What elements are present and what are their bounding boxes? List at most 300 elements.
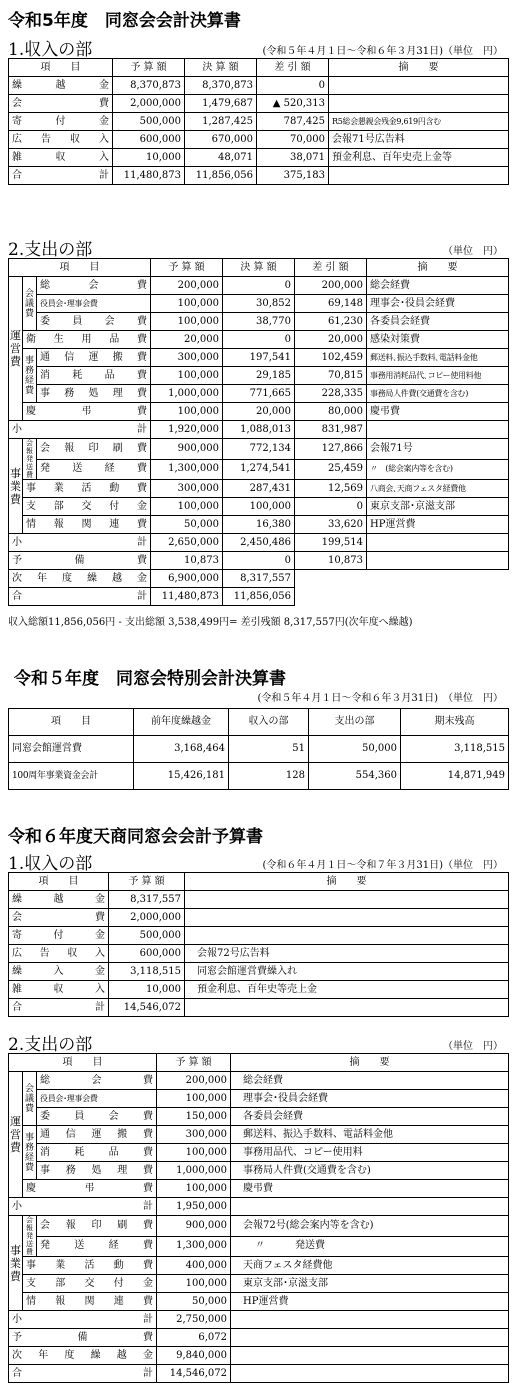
item-name: 総会費 [37,1072,157,1090]
item-name: 事務処理費 [37,385,151,403]
remark-cell: 事務局人件費(交通費を含む) [367,385,509,403]
group-label-unei: 運営費 [9,1072,23,1198]
expense-heading: 2.支出の部 [8,240,93,260]
remark-cell [329,167,509,185]
budget-cell: 11,480,873 [113,167,185,185]
remark-cell: 慶弔費 [367,403,509,421]
remark-cell [185,927,509,945]
table-row [9,149,509,167]
actual-cell: 20,000 [223,403,295,421]
diff-cell: 33,620 [295,516,367,534]
item-name: 会費 [9,909,109,927]
remark-cell: 各委員会経費 [367,313,509,331]
actual-cell: 48,071 [185,149,257,167]
item-name: 広告収入 [9,945,109,963]
expense-cell: 554,360 [309,763,401,790]
group-label-jimu: 事務経費 [23,1126,37,1180]
remark-cell: 事務用消耗品代､コピー使用料他 [367,367,509,385]
actual-cell: 771,665 [223,385,295,403]
table-row [9,945,509,963]
remark-cell: 会報71号 [367,439,509,460]
item-name: 繰越金 [9,77,113,95]
table-row [9,516,509,534]
budget-cell: 100,000 [151,367,223,385]
income-period: (令和５年４月１日～令和６年３月31日)（単位 円） [262,46,503,57]
table-row [9,1293,509,1311]
blank-cell [295,588,509,606]
actual-cell: 287,431 [223,480,295,498]
col-header: 予 算 額 [113,59,185,77]
col-header: 項 目 [9,59,113,77]
remark-cell: 預金利息、百年史等売上金 [185,981,509,999]
item-name: 会費 [9,95,113,113]
col-header: 期末残高 [401,709,509,736]
item-name: 事業活動費 [23,480,151,498]
diff-cell: 787,425 [257,113,329,131]
budget-cell: 300,000 [151,480,223,498]
item-name: 慶弔費 [23,403,151,421]
special-account-table [8,708,509,790]
item-name: 合計 [9,1365,157,1383]
actual-cell: 1,479,687 [185,95,257,113]
item-name: 広告収入 [9,131,113,149]
table-row [9,113,509,131]
remark-cell: 会報71号広告料 [329,131,509,149]
budget-expense-unit: （単位 円） [443,1041,503,1052]
actual-cell: 670,000 [185,131,257,149]
item-name: 役員会･理事会費 [37,295,151,313]
table-row [9,349,509,367]
budget-cell: 2,650,000 [151,534,223,552]
table-row [9,367,509,385]
budget-cell: 400,000 [157,1257,231,1275]
col-header: 前年度繰越金 [134,709,229,736]
remark-cell: 郵送料、振込手数料、電話料金他 [231,1126,509,1144]
budget-cell: 6,900,000 [151,570,223,588]
actual-cell: 8,317,557 [223,570,295,588]
col-header: 差 引 額 [257,59,329,77]
table-row [9,295,509,313]
table-row [9,927,509,945]
diff-cell: 61,230 [295,313,367,331]
table-row [9,552,509,570]
table-row [9,1329,509,1347]
remark-cell: 総会経費 [367,277,509,295]
col-header: 予 算 額 [109,873,185,891]
remark-cell: 〃 (総会案内等を含む) [367,459,509,480]
budget-cell: 600,000 [113,131,185,149]
table-row [9,77,509,95]
diff-cell: 0 [295,498,367,516]
col-header: 摘 要 [367,259,509,277]
table-row [9,736,509,763]
table-row [9,963,509,981]
actual-cell: 0 [223,552,295,570]
budget-cell: 100,000 [157,1090,231,1108]
group-label-unei: 運営費 [9,277,23,421]
actual-cell: 772,134 [223,439,295,460]
budget-cell: 300,000 [157,1126,231,1144]
table-header-row [9,709,509,736]
item-name: 情報関連費 [23,1293,157,1311]
actual-cell: 29,185 [223,367,295,385]
table-row [9,570,509,588]
item-name: 繰越金 [9,891,109,909]
table-row [9,385,509,403]
budget-cell: 100,000 [157,1144,231,1162]
table-row [9,403,509,421]
item-name: 通信運搬費 [37,1126,157,1144]
col-header: 項 目 [9,873,109,891]
table-row [9,1180,509,1198]
item-name: 小計 [9,1311,157,1329]
table-row [9,1257,509,1275]
subtotal-row [9,1198,509,1216]
remark-cell: 預金利息、百年史売上金等 [329,149,509,167]
table-header-row [9,873,509,891]
remark-cell: 八商会､天商フェスタ経費他 [367,480,509,498]
group-label-jigyo: 事業費 [9,439,23,534]
remark-cell: 感染対策費 [367,331,509,349]
budget-cell: 100,000 [151,313,223,331]
table-row [9,95,509,113]
group-label-kaigi: 会議費 [23,277,37,331]
expense-settlement-table [8,258,509,606]
budget-cell: 500,000 [109,927,185,945]
actual-cell: 1,287,425 [185,113,257,131]
col-header: 予 算 額 [157,1054,231,1072]
diff-cell: 200,000 [295,277,367,295]
item-name: 合計 [9,999,109,1017]
table-row [9,1072,509,1090]
item-name: 支部交付金 [23,1275,157,1293]
actual-cell: 0 [223,331,295,349]
table-row [9,331,509,349]
special-account-title: 令和５年度 同窓会特別会計決算書 [14,669,286,689]
budget-cell: 3,118,515 [109,963,185,981]
budget-cell: 1,920,000 [151,421,223,439]
diff-cell: 199,514 [295,534,367,552]
table-row [9,1216,509,1237]
group-label-kaigi: 会議費 [23,1072,37,1126]
settlement-title: 令和5年度 同窓会会計決算書 [8,11,241,31]
item-name: 通信運搬費 [37,349,151,367]
item-name: 寄付金 [9,927,109,945]
budget-cell: 8,317,557 [109,891,185,909]
budget-cell: 200,000 [157,1072,231,1090]
budget-cell: 2,000,000 [113,95,185,113]
table-row [9,277,509,295]
remark-cell [231,1329,509,1347]
diff-cell: 0 [257,77,329,95]
item-name: 総会費 [37,277,151,295]
actual-cell: 197,541 [223,349,295,367]
budget-expense-table [8,1053,509,1383]
remark-cell: 東京支部･京滋支部 [231,1275,509,1293]
actual-cell: 1,274,541 [223,459,295,480]
diff-cell: 12,569 [295,480,367,498]
budget-cell: 2,000,000 [109,909,185,927]
table-row [9,459,509,480]
budget-cell: 50,000 [157,1293,231,1311]
remark-cell [185,999,509,1017]
col-header: 決 算 額 [223,259,295,277]
balance-cell: 14,871,949 [401,763,509,790]
remark-cell [185,891,509,909]
group-label-jimu: 事務経費 [23,349,37,403]
actual-cell: 0 [223,277,295,295]
budget-cell: 1,000,000 [157,1162,231,1180]
item-name: 次年度繰越金 [9,1347,157,1365]
table-header-row [9,259,509,277]
budget-cell: 500,000 [113,113,185,131]
group-label-jigyo: 事業費 [9,1216,23,1311]
actual-cell: 30,852 [223,295,295,313]
remark-cell: 会報72号広告料 [185,945,509,963]
remark-cell: R5総会懇親会残金9,619円含む [329,113,509,131]
diff-cell: 70,000 [257,131,329,149]
budget-cell: 1,950,000 [157,1198,231,1216]
budget-cell: 1,000,000 [151,385,223,403]
subtotal-row [9,534,509,552]
total-row [9,167,509,185]
actual-cell: 11,856,056 [185,167,257,185]
budget-cell: 100,000 [151,403,223,421]
budget-cell: 100,000 [151,295,223,313]
col-header: 差 引 額 [295,259,367,277]
item-name: 100周年事業資金会計 [9,763,134,790]
budget-cell: 10,000 [113,149,185,167]
remark-cell: 天商フェスタ経費他 [231,1257,509,1275]
budget-title: 令和６年度天商同窓会会計予算書 [8,827,263,847]
table-row [9,1275,509,1293]
budget-cell: 11,480,873 [151,588,223,606]
remark-cell [329,77,509,95]
carryover-cell: 15,426,181 [134,763,229,790]
group-label-kaiho: 会報発送費 [23,1216,37,1257]
table-row [9,981,509,999]
budget-cell: 14,546,072 [157,1365,231,1383]
table-row [9,763,509,790]
remark-cell: HP運営費 [367,516,509,534]
diff-cell: 102,459 [295,349,367,367]
item-name: 会報印刷費 [37,1216,157,1237]
item-name: 寄付金 [9,113,113,131]
budget-income-heading: 1.収入の部 [8,854,93,874]
income-settlement-table [8,58,509,185]
item-name: 小計 [9,1198,157,1216]
income-heading: 1.収入の部 [8,40,93,60]
expense-cell: 50,000 [309,736,401,763]
remark-cell: 理事会･役員会経費 [231,1090,509,1108]
remark-cell [185,909,509,927]
budget-cell: 10,873 [151,552,223,570]
budget-cell: 9,840,000 [157,1347,231,1365]
remark-cell: 同窓会館運営費繰入れ [185,963,509,981]
table-header-row [9,1054,509,1072]
actual-cell: 1,088,013 [223,421,295,439]
col-header: 項 目 [9,709,134,736]
remark-cell: 〃 発送費 [231,1236,509,1257]
budget-cell: 100,000 [157,1180,231,1198]
table-row [9,1108,509,1126]
budget-cell: 100,000 [157,1275,231,1293]
budget-cell: 20,000 [151,331,223,349]
item-name: 支部交付金 [23,498,151,516]
item-name: 合計 [9,588,151,606]
col-header: 摘 要 [185,873,509,891]
diff-cell: 375,183 [257,167,329,185]
item-name: 予備費 [9,1329,157,1347]
diff-cell: 831,987 [295,421,367,439]
table-header-row [9,59,509,77]
item-name: 情報関連費 [23,516,151,534]
budget-cell: 200,000 [151,277,223,295]
item-name: 委員会費 [37,1108,157,1126]
table-row [9,131,509,149]
item-name: 消耗品費 [37,1144,157,1162]
subtotal-row [9,421,509,439]
item-name: 予備費 [9,552,151,570]
budget-cell: 1,300,000 [151,459,223,480]
diff-cell: 69,148 [295,295,367,313]
item-name: 小計 [9,421,151,439]
diff-cell: 228,335 [295,385,367,403]
budget-cell: 10,000 [109,981,185,999]
item-name: 合計 [9,167,113,185]
remark-cell [367,552,509,570]
col-header: 支出の部 [309,709,401,736]
income-cell: 51 [229,736,309,763]
item-name: 雑収入 [9,981,109,999]
budget-cell: 300,000 [151,349,223,367]
diff-cell: 80,000 [295,403,367,421]
actual-cell: 2,450,486 [223,534,295,552]
group-label-kaiho: 会報発送費 [23,439,37,480]
actual-cell: 16,380 [223,516,295,534]
budget-expense-heading: 2.支出の部 [8,1035,93,1055]
budget-cell: 100,000 [151,498,223,516]
remark-cell [231,1347,509,1365]
col-header: 項 目 [9,259,151,277]
item-name: 繰入金 [9,963,109,981]
diff-cell: 127,866 [295,439,367,460]
total-row [9,999,509,1017]
table-row [9,909,509,927]
income-cell: 128 [229,763,309,790]
budget-cell: 8,370,873 [113,77,185,95]
remark-cell [329,95,509,113]
table-row [9,1236,509,1257]
table-row [9,480,509,498]
remark-cell: 事務局人件費(交通費を含む) [231,1162,509,1180]
actual-cell: 38,770 [223,313,295,331]
col-header: 摘 要 [329,59,509,77]
remark-cell [367,534,509,552]
item-name: 衛生用品費 [23,331,151,349]
diff-cell: 70,815 [295,367,367,385]
item-name: 会報印刷費 [37,439,151,460]
budget-cell: 2,750,000 [157,1311,231,1329]
diff-cell: 20,000 [295,331,367,349]
table-row [9,313,509,331]
remark-cell [231,1198,509,1216]
actual-cell: 8,370,873 [185,77,257,95]
budget-cell: 150,000 [157,1108,231,1126]
remark-cell: 各委員会経費 [231,1108,509,1126]
budget-cell: 6,072 [157,1329,231,1347]
balance-cell: 3,118,515 [401,736,509,763]
special-account-period: (令和５年４月１日～令和６年３月31日) （単位 円） [257,693,503,704]
diff-cell: 38,071 [257,149,329,167]
subtotal-row [9,1311,509,1329]
actual-cell: 11,856,056 [223,588,295,606]
carryover-cell: 3,168,464 [134,736,229,763]
item-name: 発送経費 [37,1236,157,1257]
diff-cell: 10,873 [295,552,367,570]
remark-cell: 事務用品代、コピー使用料 [231,1144,509,1162]
remark-cell [367,421,509,439]
diff-cell: ▲ 520,313 [257,95,329,113]
col-header: 摘 要 [231,1054,509,1072]
remark-cell: 理事会･役員会経費 [367,295,509,313]
table-row [9,1090,509,1108]
item-name: 発送経費 [37,459,151,480]
remark-cell: 郵送料､振込手数料､電話料金他 [367,349,509,367]
item-name: 小計 [9,534,151,552]
budget-cell: 14,546,072 [109,999,185,1017]
remark-cell: 会報72号(総会案内等を含む) [231,1216,509,1237]
item-name: 事業活動費 [23,1257,157,1275]
item-name: 消耗品費 [37,367,151,385]
budget-income-period: (令和６年４月１日～令和７年３月31日)（単位 円） [262,860,503,871]
table-row [9,1347,509,1365]
table-row [9,1162,509,1180]
budget-income-table [8,872,509,1017]
remark-cell: 東京支部･京滋支部 [367,498,509,516]
total-row [9,588,509,606]
settlement-summary: 収入総額11,856,056円 - 支出総額 3,538,499円= 差引残額 8,317,557円(次年度へ繰越) [8,617,413,628]
item-name: 事務処理費 [37,1162,157,1180]
item-name: 雑収入 [9,149,113,167]
col-header: 決 算 額 [185,59,257,77]
table-row [9,1144,509,1162]
table-row [9,891,509,909]
expense-unit: （単位 円） [443,246,503,257]
budget-cell: 50,000 [151,516,223,534]
budget-cell: 900,000 [157,1216,231,1237]
budget-cell: 900,000 [151,439,223,460]
remark-cell [231,1365,509,1383]
table-row [9,498,509,516]
actual-cell: 100,000 [223,498,295,516]
col-header: 収入の部 [229,709,309,736]
item-name: 同窓会館運営費 [9,736,134,763]
remark-cell: 総会経費 [231,1072,509,1090]
table-row [9,439,509,460]
remark-cell [231,1311,509,1329]
item-name: 役員会･理事会費 [37,1090,157,1108]
item-name: 慶弔費 [23,1180,157,1198]
col-header: 予 算 額 [151,259,223,277]
total-row [9,1365,509,1383]
budget-cell: 600,000 [109,945,185,963]
blank-cell [295,570,509,588]
table-row [9,1126,509,1144]
col-header: 項 目 [9,1054,157,1072]
remark-cell: HP運営費 [231,1293,509,1311]
budget-cell: 1,300,000 [157,1236,231,1257]
